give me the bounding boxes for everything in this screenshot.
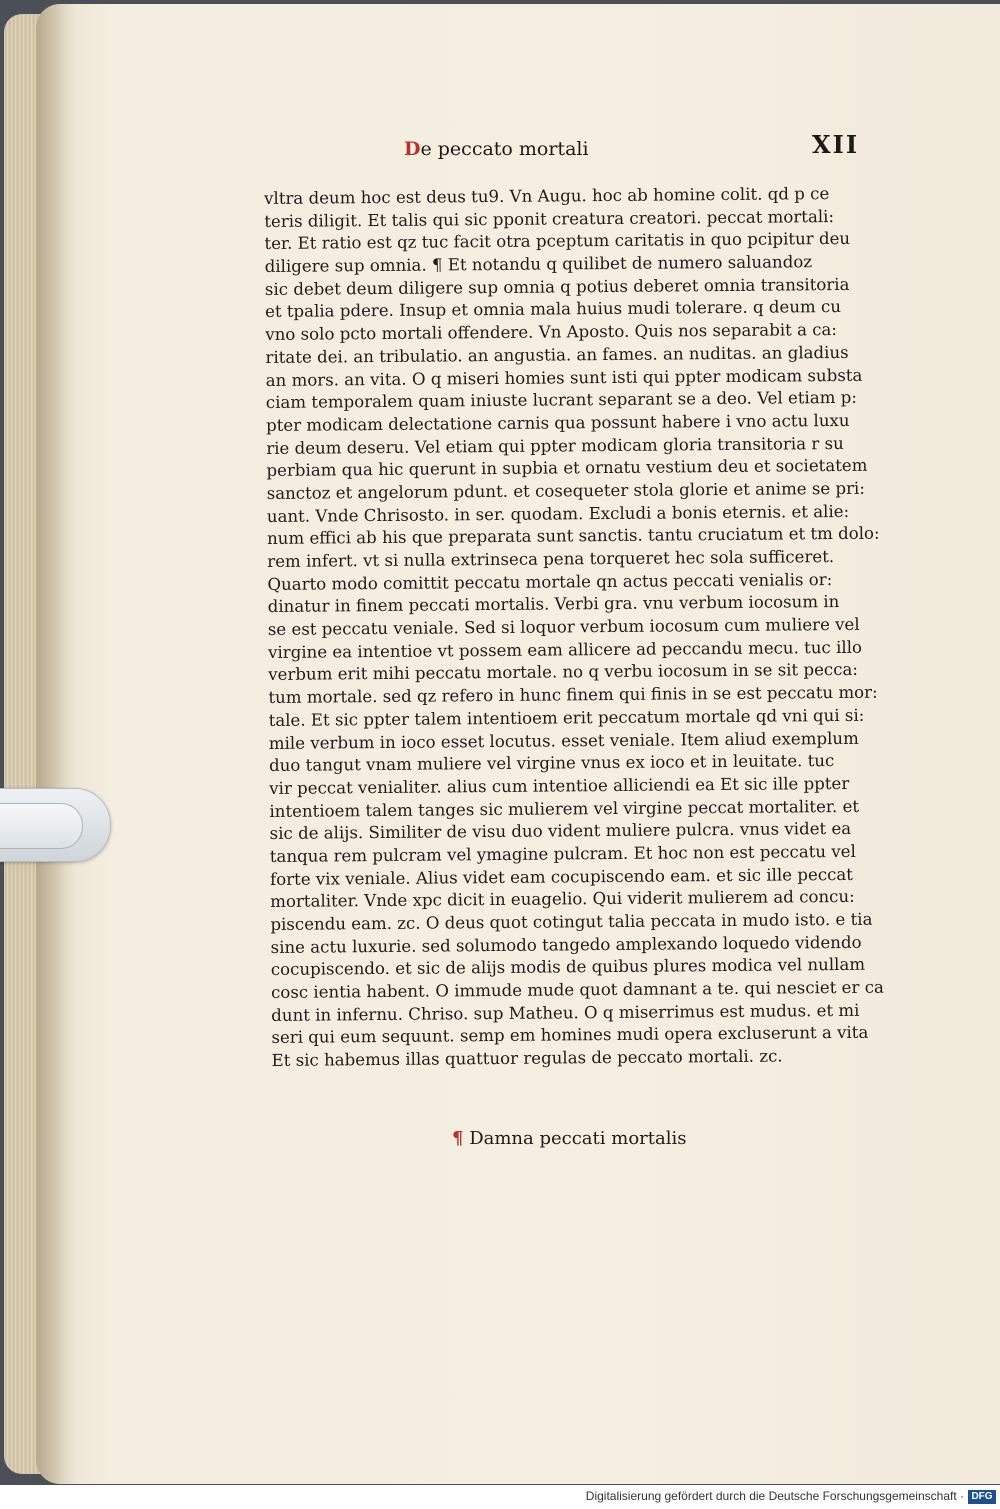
text-line: sine actu luxurie. sed solumodo tangedo amplexando loquedo videndo	[270, 932, 862, 957]
text-line: Et sic habemus illas quattuor regulas de peccato mortali. zc.	[271, 1046, 783, 1071]
text-line: dunt in infernu. Chriso. sup Matheu. O q miserrimus est mudus. et mi	[271, 1000, 860, 1025]
folio-number: XII	[812, 130, 860, 159]
text-line: sic debet deum diligere sup omnia q potius deberet omnia transitoria	[264, 274, 850, 299]
running-head-initial: D	[404, 138, 421, 160]
text-line: tale. Et sic ppter talem intentioem erit peccatum mortale qd vni qui si:	[268, 705, 865, 730]
text-line: mile verbum in ioco esset locutus. esset veniale. Item aliud exemplum	[268, 728, 859, 753]
text-line: cocupiscendo. et sic de alijs modis de quibus plures modica vel nullam	[270, 955, 866, 980]
text-line: an mors. an vita. O q miseri homies sunt isti qui ppter modicam substa	[265, 365, 863, 390]
text-line: verbum erit mihi peccatu mortale. no q verbu iocosum in se sit pecca:	[268, 660, 859, 685]
text-line: perbiam qua hic querunt in supbia et ornatu vestium deu et societatem	[266, 455, 868, 481]
text-line: et tpalia pdere. Insup et omnia mala huius mudi tolerare. q deum cu	[264, 297, 842, 322]
text-line: piscendu eam. zc. O deus quot cotingut talia peccata in mudo isto. e tia	[270, 909, 873, 934]
section-rubric	[452, 1128, 686, 1149]
text-line: mortaliter. Vnde xpc dicit in euagelio. Qui viderit mulierem ad concu:	[270, 887, 855, 912]
text-line: rie deum deseru. Vel etiam qui ppter modicam gloria transitoria r su	[266, 433, 844, 458]
page-clip	[0, 788, 111, 862]
text-line: sic de alijs. Similiter de visu duo vident muliere pulcra. vnus videt ea	[269, 819, 852, 844]
dfg-logo: DFG	[968, 1490, 996, 1504]
text-line: dinatur in finem peccati mortalis. Verbi gra. vnu verbum iocosum in	[267, 592, 840, 617]
running-head-text: e peccato mortali	[420, 138, 589, 160]
text-line: ciam temporalem quam iniuste lucrant separant se a deo. Vel etiam p:	[265, 388, 858, 413]
text-line: virgine ea intentioe vt possem eam allicere ad peccandu mecu. tuc illo	[267, 637, 863, 662]
rubric-text: Damna peccati mortalis	[469, 1128, 687, 1149]
text-line: rem infert. vt si nulla extrinseca pena torqueret hec sola sufficeret.	[267, 547, 835, 571]
text-line: vltra deum hoc est deus tu9. Vn Augu. hoc ab homine colit. qd p ce	[264, 184, 830, 208]
text-line: tanqua rem pulcram vel ymagine pulcram. Et hoc non est peccatu vel	[269, 841, 856, 866]
page-clip-loop	[0, 803, 83, 849]
text-line: diligere sup omnia. ¶ Et notandu q quilibet de numero saluandoz	[264, 252, 813, 277]
pilcrow-mark: ¶	[452, 1128, 464, 1149]
text-line: ritate dei. an tribulatio. an angustia. an fames. an nuditas. an gladius	[265, 342, 849, 367]
text-line: intentioem talem tanges sic mulierem vel virgine peccat mortaliter. et	[269, 796, 860, 821]
text-line: ter. Et ratio est qz tuc facit otra pceptum caritatis in quo pcipitur deu	[264, 229, 851, 254]
text-line: duo tangut vnam muliere vel virgine vnus ex ioco et in leuitate. tuc	[268, 751, 835, 776]
text-line: vno solo pcto mortali offendere. Vn Aposto. Quis nos separabit a ca:	[265, 320, 838, 345]
text-line: se est peccatu veniale. Sed si loquor verbum iocosum cum muliere vel	[267, 614, 860, 640]
text-line: sanctoz et angelorum pdunt. et cosequeter stola glorie et anime se pri:	[266, 478, 866, 503]
main-text-block	[264, 183, 892, 1073]
gutter-shadow	[36, 4, 76, 1484]
text-line: num effici ab his que preparata sunt sanctis. tantu cruciatum et tm dolo:	[266, 523, 880, 549]
text-line: cosc ientia habent. O immude mude quot damnant a te. qui nesciet er ca	[270, 977, 884, 1003]
footer-credit: Digitalisierung gefördert durch die Deutsche Forschungsgemeinschaft ·	[585, 1489, 964, 1503]
digitization-footer	[0, 1485, 1000, 1509]
text-line: teris diligit. Et talis qui sic pponit creatura creatori. peccat mortali:	[264, 206, 835, 231]
text-line: tum mortale. sed qz refero in hunc finem qui finis in se est peccatu mor:	[268, 682, 878, 708]
text-line: forte vix veniale. Alius videt eam cocupiscendo eam. et sic ille peccat	[269, 864, 854, 889]
text-line: vir peccat venialiter. alius cum intentioe alliciendi ea Et sic ille ppter	[269, 773, 850, 798]
running-head	[404, 138, 589, 160]
text-line: seri qui eum sequunt. semp em homines mudi opera excluserunt a vita	[271, 1023, 869, 1048]
text-line: Quarto modo comittit peccatu mortale qn actus peccati venialis or:	[267, 569, 833, 594]
text-line: pter modicam delectatione carnis qua possunt habere i vno actu luxu	[265, 410, 850, 435]
text-line: uant. Vnde Chrisosto. in ser. quodam. Excludi a bonis eternis. et alie:	[266, 501, 850, 526]
